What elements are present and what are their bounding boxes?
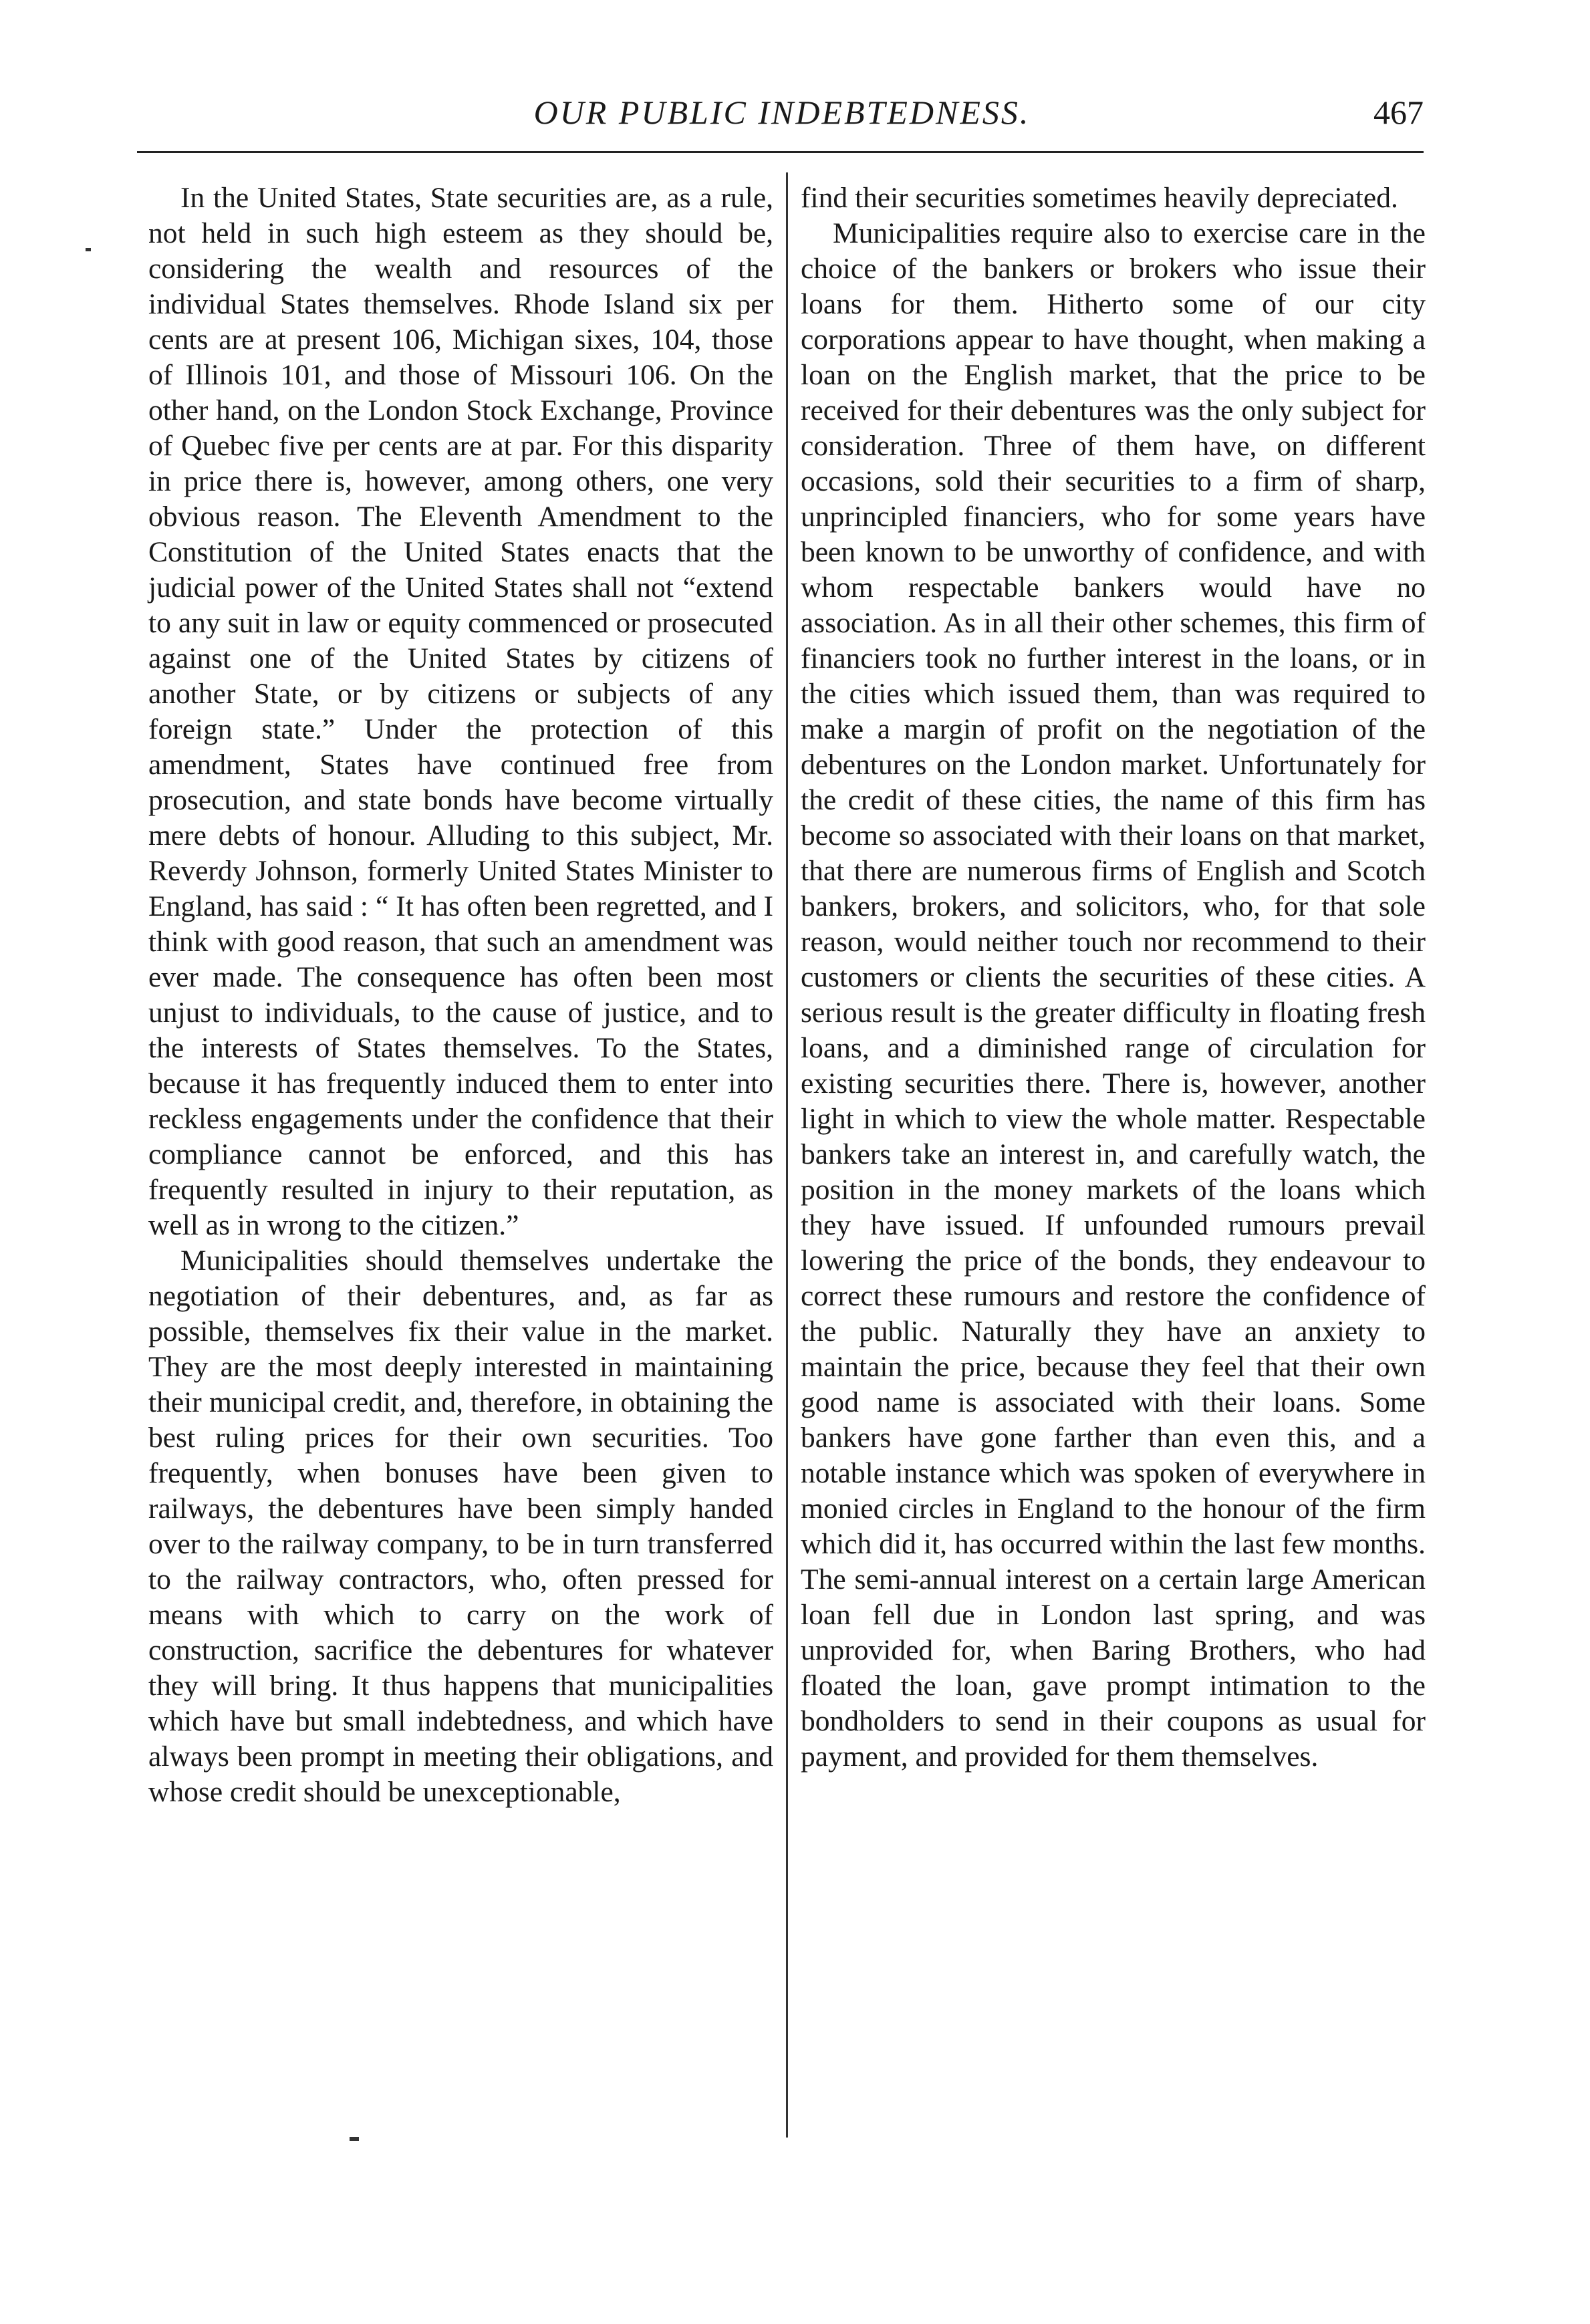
paragraph: Municipalities should themselves undertake the negotiation of their debentures, and, as far as possible, themselves fix their value in the market. They are the most deeply interested in maintaining their municipal credit, and, therefore, in obtaining the best ruling prices for their own securities. Too frequently, when bonuses have been given to railways, the debentures have been simply handed over to the railway company, to be in turn transferred to the railway contractors, who, often pressed for means with which to carry on the work of construction, sacrifice the debentures for whatever they will bring. It thus happens that municipalities which have but small indebtedness, and which have always been prompt in meeting their obligations, and whose credit should be unexceptionable,	[148, 1245, 773, 1808]
paragraph: Municipalities require also to exercise care in the choice of the bankers or brokers who issue their loans for them. Hitherto some of our city corporations appear to have thought, when making a loan on the English market, that the price to be received for their debentures was the only subject for consideration. Three of them have, on different occasions, sold their securities to a firm of sharp, unprincipled financiers, who for some years have been known to be unworthy of confidence, and with whom respectable bankers would have no association. As in all their other schemes, this firm of financiers took no further interest in the loans, or in the cities which issued them, than was required to make a margin of profit on the negotiation of the debentures on the London market. Unfortunately for the credit of these cities, the name of this firm has become so associated with their loans on that market, that there are numerous firms of English and Scotch bankers, brokers, and solicitors, who, for that sole reason, would neither touch nor recommend to their customers or clients the securities of these cities. A serious result is the greater difficulty in floating fresh loans, and a diminished range of circulation for existing securities there. There is, however, another light in which to view the whole matter. Respectable bankers take an interest in, and carefully watch, the position in the money markets of the loans which they have issued. If unfounded rumours prevail lowering the price of the bonds, they endeavour to correct these rumours and restore the confidence of the public. Naturally they have an anxiety to maintain the price, because they feel that their own good name is associated with their loans. Some bankers have gone farther than even this, and a notable instance which was spoken of everywhere in monied circles in England to the honour of the firm which did it, has occurred within the last few months. The semi-annual interest on a certain large American loan fell due in London last spring, and was unprovided for, when Baring Brothers, who had floated the loan, gave prompt intimation to the bondholders to send in their coupons as usual for payment, and provided for them themselves.	[801, 217, 1426, 1773]
paragraph-continuation: find their securities sometimes heavily depreciated.	[801, 182, 1398, 214]
left-column	[148, 180, 773, 1810]
running-head	[140, 86, 1424, 139]
stray-mark	[350, 2137, 359, 2141]
page-number: 467	[1373, 94, 1424, 131]
right-column	[801, 180, 1426, 1775]
header-rule	[137, 151, 1424, 153]
column-divider	[786, 172, 788, 2138]
running-title: OUR PUBLIC INDEBTEDNESS.	[533, 94, 1031, 131]
paragraph: In the United States, State securities are, as a rule, not held in such high esteem as they should be, considering the wealth and resources of the individual States themselves. Rhode Island six per cents are at present 106, Michigan sixes, 104, those of Illinois 101, and those of Missouri 106. On the other hand, on the London Stock Exchange, Province of Quebec five per cents are at par. For this disparity in price there is, however, among others, one very obvious reason. The Eleventh Amendment to the Constitution of the United States enacts that the judicial power of the United States shall not “extend to any suit in law or equity commenced or prosecuted against one of the United States by citizens of another State, or by citizens or subjects of any foreign state.” Under the protection of this amendment, States have continued free from prosecution, and state bonds have become virtually mere debts of honour. Alluding to this subject, Mr. Reverdy Johnson, formerly United States Minister to England, has said : “ It has often been regretted, and I think with good reason, that such an amendment was ever made. The consequence has often been most unjust to individuals, to the cause of justice, and to the interests of States themselves. To the States, because it has frequently induced them to enter into reckless engagements under the confidence that their compliance cannot be enforced, and this has frequently resulted in injury to their reputation, as well as in wrong to the citizen.”	[148, 182, 773, 1241]
stray-mark	[86, 248, 91, 251]
